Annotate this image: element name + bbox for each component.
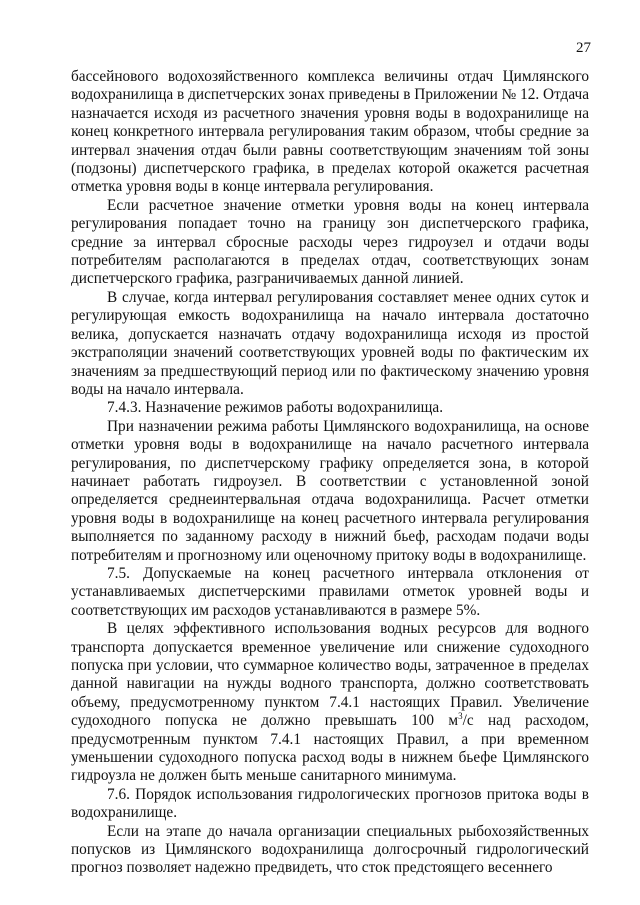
- body-text: [71, 68, 589, 878]
- page-number: 27: [576, 40, 591, 56]
- paragraph-zone-outputs: бассейнового водохозяйственного комплекса величины отдач Цимлянского водохранилища в диспетчерских зонах приведены в Приложении № 12. Отдача назначается исходя из расчетного значения уровня воды в водохранилище на конец конкретного интервала регулирования таким образом, чтобы средние за интервал значения отдач были равны соответствующим значениям той зоны (подзоны) диспетчерского графика, в пределах которой окажется расчетная отметка уровня воды в конце интервала регулирования.: [71, 68, 589, 196]
- section-heading-7-4-3: 7.4.3. Назначение режимов работы водохранилища.: [107, 399, 444, 417]
- paragraph-mode-assignment: При назначении режима работы Цимлянского водохранилища, на основе отметки уровня воды в водохранилище на начало расчетного интервала регулирования, по диспетчерскому графику определяется зона, в которой начинает работать гидроузел. В соответствии с установленной зоной определяется среднеинтервальная отдача водохранилища. Расчет отметки уровня воды в водохранилище на конец расчетного интервала регулирования выполняется по заданному расходу в нижний бьеф, расходам подачи воды потребителям и прогнозному или оценочному притоку воды в водохранилище.: [71, 417, 589, 564]
- superscript-cubic: 3: [458, 711, 463, 722]
- paragraph-navigation-release: [71, 620, 589, 786]
- paragraph-long-term-forecast: Если на этапе до начала организации специальных рыбохозяйственных попусков из Цимлянского водохранилища долгосрочный гидрологический прогноз позволяет надежно предвидеть, что сток предстоящего весеннего: [71, 822, 589, 877]
- navigation-text-after: /с над расходом, предусмотренным пунктом 7.4.1 настоящих Правил, а при временном уменьшении судоходного попуска расход воды в нижнем бьефе Цимлянского гидроузла не должен быть меньше санитарного минимума.: [71, 712, 589, 785]
- paragraph-boundary-case: Если расчетное значение отметки уровня воды на конец интервала регулирования попадает точно на границу зон диспетчерского графика, средние за интервал сбросные расходы через гидроузел и отдачи воды потребителям располагаются в пределах отдач, соответствующих зонам диспетчерского графика, разграничиваемых данной линией.: [71, 196, 589, 288]
- navigation-text-before: В целях эффективного использования водных ресурсов для водного транспорта допускается временное увеличение или снижение судоходного попуска при условии, что суммарное количество воды, затраченное в пределах данной навигации на нужды водного транспорта, должно соответствовать объему, предусмотренному пунктом 7.4.1 настоящих Правил. Увеличение судоходного попуска не должно превышать 100 м: [71, 620, 589, 730]
- paragraph-short-interval: В случае, когда интервал регулирования составляет менее одних суток и регулирующая емкость водохранилища на начало интервала достаточно велика, допускается назначать отдачу водохранилища исходя из простой экстраполяции значений соответствующих уровней воды по фактическим их значениям за предшествующий период или по фактическому значению уровня воды на начало интервала.: [71, 288, 589, 398]
- section-heading-7-6: 7.6. Порядок использования гидрологических прогнозов притока воды в водохранилище.: [71, 785, 589, 822]
- section-7-5-tolerances: 7.5. Допускаемые на конец расчетного интервала отклонения от устанавливаемых диспетчерскими правилами отметок уровней воды и соответствующих им расходов устанавливаются в размере 5%.: [71, 564, 589, 619]
